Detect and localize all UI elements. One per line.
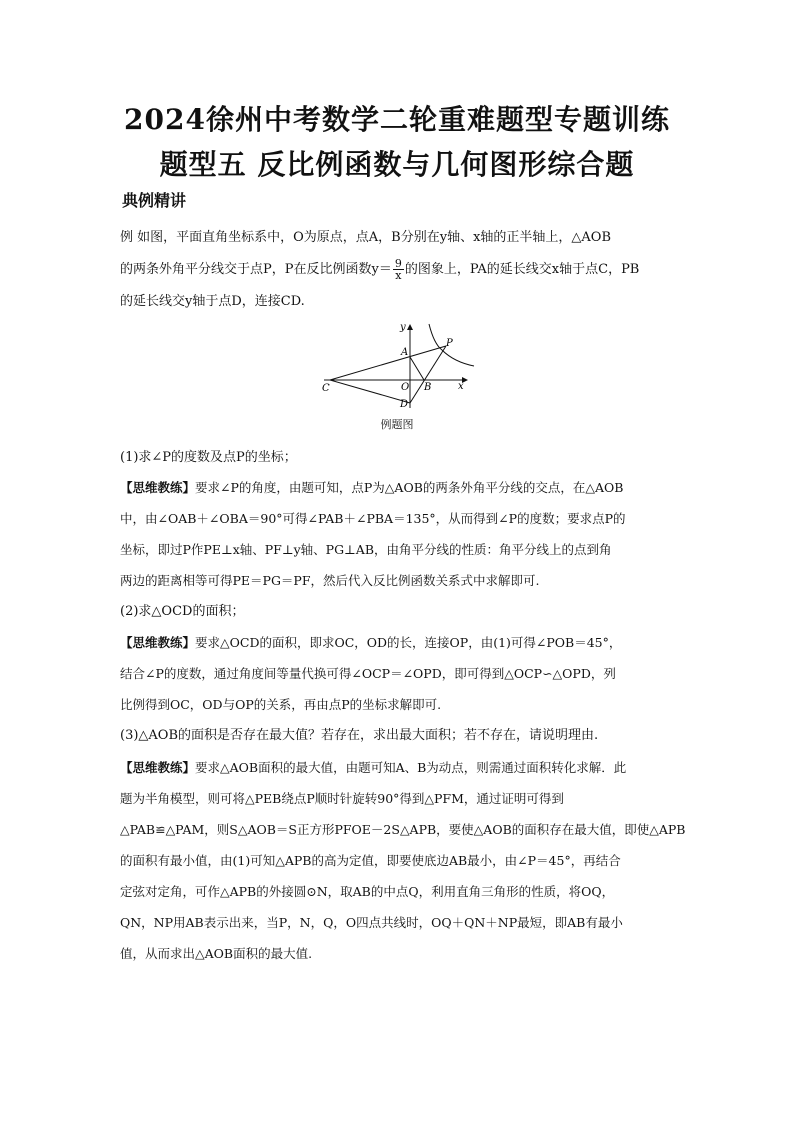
y-axis-arrow-icon <box>407 324 413 330</box>
hint-2-line-3: 比例得到OC，OD与OP的关系，再由点P的坐标求解即可. <box>120 697 442 712</box>
label-d: D <box>400 399 409 410</box>
label-x: x <box>458 381 464 392</box>
line-ab <box>410 357 424 380</box>
label-c: C <box>322 383 330 394</box>
hint-3-line-5: 定弦对定角，可作△APB的外接圆⊙N，取AB的中点Q，利用直角三角形的性质，将OQ， <box>120 884 615 899</box>
example-line-2-start: 的两条外角平分线交于点P，P在反比例函数y＝ <box>120 262 392 277</box>
question-1: (1)求∠P的度数及点P的坐标； <box>120 450 297 465</box>
question-1-hint <box>120 472 680 596</box>
fraction-9-over-x <box>393 258 404 281</box>
question-2-block <box>120 596 680 628</box>
question-1-block <box>120 442 680 474</box>
question-2-hint <box>120 627 680 720</box>
section-heading: 典例精讲 <box>122 191 187 210</box>
label-o: O <box>401 382 410 393</box>
example-line-1: 例 如图，平面直角坐标系中，O为原点，点A，B分别在y轴、x轴的正半轴上，△AOB <box>120 230 612 245</box>
hint-3-line-4: 的面积有最小值，由(1)可知△APB的高为定值，即要使底边AB最小，由∠P＝45°，再结合 <box>120 853 621 868</box>
document-title-line-1: 2024徐州中考数学二轮重难题型专题训练 <box>124 103 670 136</box>
example-figure <box>320 320 480 412</box>
question-3-block <box>120 720 680 752</box>
hint-3-line-3: △PAB≌△PAM，则S△AOB＝S正方形PFOE－2S△APB，要使△AOB的面积存在最大值，即使△APB <box>120 822 686 837</box>
fraction-numerator: 9 <box>394 257 402 270</box>
label-p: P <box>446 338 453 349</box>
hint-1-line-4: 两边的距离相等可得PE＝PG＝PF，然后代入反比例函数关系式中求解即可. <box>120 573 540 588</box>
hint-2-line-2: 结合∠P的度数，通过角度间等量代换可得∠OCP＝∠OPD，即可得到△OCP∽△OPD，列 <box>120 666 616 681</box>
example-line-3: 的延长线交y轴于点D，连接CD. <box>120 294 305 309</box>
hint-3-line-2: 题为半角模型，则可将△PEB绕点P顺时针旋转90°得到△PFM，通过证明可得到 <box>120 791 564 806</box>
hint-1-text-1: 要求∠P的角度，由题可知，点P为△AOB的两条外角平分线的交点，在△AOB <box>195 480 624 495</box>
hint-2-line-1 <box>120 627 680 658</box>
line-cd <box>330 380 410 403</box>
hint-1-lead: 【思维教练】 <box>120 480 196 495</box>
hint-2-text-1: 要求△OCD的面积，即求OC，OD的长，连接OP，由(1)可得∠POB＝45°， <box>195 635 622 650</box>
hint-1-line-3: 坐标，即过P作PE⊥x轴、PF⊥y轴、PG⊥AB，由角平分线的性质：角平分线上的点到角 <box>120 542 612 557</box>
example-problem <box>120 222 680 318</box>
figure-caption: 例题图 <box>380 418 414 431</box>
hint-3-line-7: 值，从而求出△AOB面积的最大值. <box>120 946 313 961</box>
label-a: A <box>401 347 409 358</box>
label-y: y <box>400 322 406 333</box>
example-line-2 <box>120 254 680 286</box>
question-3: (3)△AOB的面积是否存在最大值？若存在，求出最大面积；若不存在，请说明理由. <box>120 728 599 743</box>
hint-2-lead: 【思维教练】 <box>120 635 196 650</box>
fraction-denominator: x <box>395 269 402 282</box>
question-2: (2)求△OCD的面积； <box>120 604 245 619</box>
hint-1-line-1 <box>120 472 680 503</box>
question-3-hint <box>120 752 686 969</box>
line-cp <box>330 346 446 380</box>
hint-1-line-2: 中，由∠OAB＋∠OBA＝90°可得∠PAB＋∠PBA＝135°，从而得到∠P的度数；要求点P的 <box>120 511 626 526</box>
example-line-2-end: 的图象上，PA的延长线交x轴于点C，PB <box>404 262 640 277</box>
hint-3-text-1: 要求△AOB面积的最大值，由题可知A、B为动点，则需通过面积转化求解．此 <box>195 760 627 775</box>
hint-3-line-1 <box>120 752 680 783</box>
hint-3-line-6: QN，NP用AB表示出来，当P，N，Q，O四点共线时，OQ＋QN＋NP最短，即AB有最小 <box>120 915 623 930</box>
document-title-line-2: 题型五 反比例函数与几何图形综合题 <box>159 148 635 181</box>
label-b: B <box>424 382 432 393</box>
hint-3-lead: 【思维教练】 <box>120 760 196 775</box>
